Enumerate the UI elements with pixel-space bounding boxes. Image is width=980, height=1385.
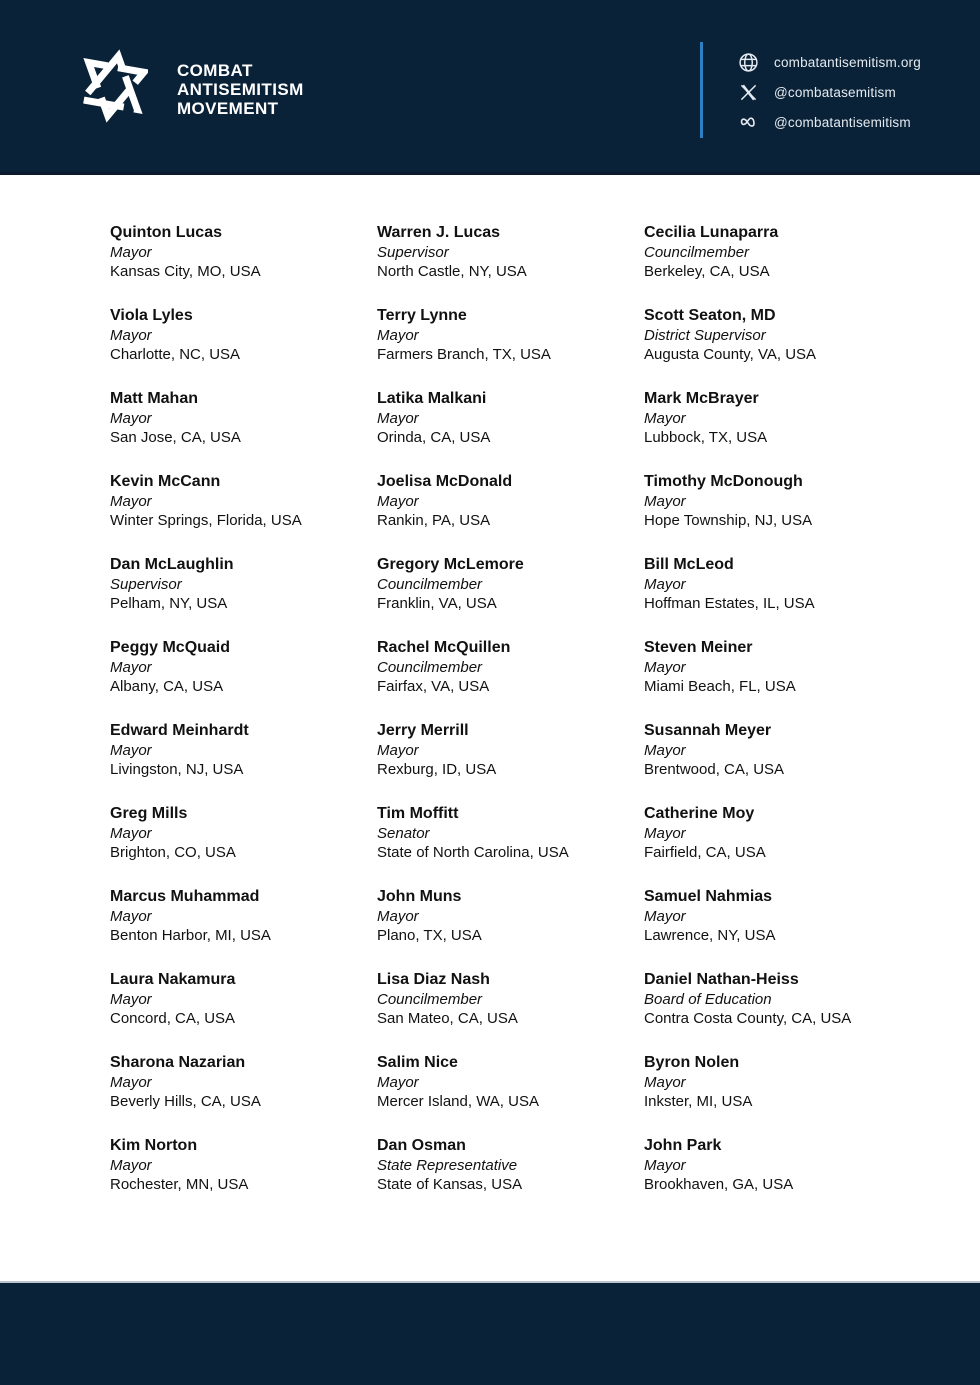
signatory-title: Mayor <box>644 908 686 925</box>
signatory-title: Councilmember <box>377 576 483 593</box>
signatory-location: Kansas City, MO, USA <box>110 263 261 280</box>
signatory-name: Steven Meiner <box>644 639 753 656</box>
signatory-location: Livingston, NJ, USA <box>110 761 244 778</box>
signatory-title: Mayor <box>377 410 419 427</box>
signatory-name: Catherine Moy <box>644 805 755 822</box>
signatory-location: State of Kansas, USA <box>377 1176 523 1193</box>
signatory-name: Lisa Diaz Nash <box>377 971 490 988</box>
signatory-title: Mayor <box>644 1074 686 1091</box>
signatory-title: Senator <box>377 825 430 842</box>
signatory-location: Mercer Island, WA, USA <box>377 1093 539 1110</box>
logo-line-3: MOVEMENT <box>177 99 279 118</box>
signatory-entry <box>644 306 911 364</box>
signatory-entry <box>110 223 377 281</box>
signatory-title: Mayor <box>110 410 152 427</box>
signatory-entry <box>110 1053 377 1111</box>
signatory-title: Mayor <box>644 576 686 593</box>
signatory-title: Mayor <box>377 1074 419 1091</box>
signatory-title: Mayor <box>110 908 152 925</box>
website-text: combatantisemitism.org <box>774 54 921 70</box>
signatory-name: Kevin McCann <box>110 473 221 490</box>
signatory-location: Contra Costa County, CA, USA <box>644 1010 852 1027</box>
signatory-title: District Supervisor <box>644 327 766 344</box>
star-of-david-icon <box>78 37 148 135</box>
signatory-name: Timothy McDonough <box>644 473 803 490</box>
meta-handle-link[interactable] <box>738 107 921 137</box>
signatory-location: State of North Carolina, USA <box>377 844 569 861</box>
signatory-name: Warren J. Lucas <box>377 224 501 241</box>
signatory-entry <box>110 887 377 945</box>
signatory-title: Mayor <box>110 1074 152 1091</box>
signatory-title: Councilmember <box>377 659 483 676</box>
signatory-name: Peggy McQuaid <box>110 639 231 656</box>
signatory-entry <box>644 804 911 862</box>
signatory-name: Gregory McLemore <box>377 556 524 573</box>
signatory-name: John Park <box>644 1137 722 1154</box>
signatory-title: Mayor <box>377 742 419 759</box>
meta-icon <box>738 112 759 133</box>
signatory-entry <box>377 970 644 1028</box>
signatory-entry <box>644 887 911 945</box>
signatory-name: Cecilia Lunaparra <box>644 224 779 241</box>
signatory-name: Latika Malkani <box>377 390 487 407</box>
signatory-name: Susannah Meyer <box>644 722 772 739</box>
x-handle-link[interactable] <box>738 77 921 107</box>
header-banner <box>0 0 980 175</box>
signatory-list <box>0 175 980 1194</box>
signatory-name: Byron Nolen <box>644 1054 740 1071</box>
signatory-location: Hope Township, NJ, USA <box>644 512 813 529</box>
signatory-location: Fairfax, VA, USA <box>377 678 490 695</box>
signatory-title: Councilmember <box>377 991 483 1008</box>
signatory-location: Berkeley, CA, USA <box>644 263 770 280</box>
signatory-entry <box>110 638 377 696</box>
signatory-title: Mayor <box>110 825 152 842</box>
signatory-location: Lubbock, TX, USA <box>644 429 768 446</box>
meta-handle-text: @combatantisemitism <box>774 114 911 130</box>
website-link[interactable] <box>738 47 921 77</box>
signatory-entry <box>110 555 377 613</box>
signatory-entry <box>644 472 911 530</box>
signatory-entry <box>110 306 377 364</box>
signatory-entry <box>377 555 644 613</box>
signatory-entry <box>110 472 377 530</box>
signatory-title: Mayor <box>377 908 419 925</box>
signatory-name: Mark McBrayer <box>644 390 759 407</box>
signatory-name: Dan McLaughlin <box>110 556 234 573</box>
signatory-name: Marcus Muhammad <box>110 888 260 905</box>
signatory-location: Franklin, VA, USA <box>377 595 497 612</box>
signatory-name: Sharona Nazarian <box>110 1054 246 1071</box>
footer-band <box>0 1281 980 1385</box>
signatory-location: Orinda, CA, USA <box>377 429 491 446</box>
signatory-entry <box>377 389 644 447</box>
signatory-title: Councilmember <box>644 244 750 261</box>
signatory-title: State Representative <box>377 1157 518 1174</box>
signatory-name: Scott Seaton, MD <box>644 307 776 324</box>
globe-icon <box>738 52 759 73</box>
signatory-name: John Muns <box>377 888 462 905</box>
signatory-location: Brookhaven, GA, USA <box>644 1176 794 1193</box>
signatory-location: Concord, CA, USA <box>110 1010 236 1027</box>
signatory-entry <box>377 223 644 281</box>
vertical-divider <box>700 42 703 138</box>
signatory-title: Mayor <box>644 742 686 759</box>
signatory-entry <box>644 1136 911 1194</box>
signatory-location: Rexburg, ID, USA <box>377 761 497 778</box>
signatory-location: Albany, CA, USA <box>110 678 224 695</box>
x-twitter-icon <box>738 82 759 103</box>
signatory-name: Salim Nice <box>377 1054 458 1071</box>
logo-line-1: COMBAT <box>177 61 253 80</box>
signatory-title: Mayor <box>644 410 686 427</box>
signatory-entry <box>377 887 644 945</box>
signatory-name: Tim Moffitt <box>377 805 459 822</box>
signatory-entry <box>377 1136 644 1194</box>
signatory-entry <box>644 638 911 696</box>
signatory-title: Mayor <box>110 244 152 261</box>
signatory-location: Fairfield, CA, USA <box>644 844 766 861</box>
signatory-title: Mayor <box>110 327 152 344</box>
signatory-name: Viola Lyles <box>110 307 193 324</box>
signatory-location: San Jose, CA, USA <box>110 429 241 446</box>
signatory-location: Lawrence, NY, USA <box>644 927 776 944</box>
signatory-title: Mayor <box>644 493 686 510</box>
logo-wordmark <box>177 61 304 118</box>
signatory-title: Mayor <box>377 493 419 510</box>
signatory-name: Rachel McQuillen <box>377 639 511 656</box>
signatory-entry <box>110 721 377 779</box>
signatory-name: Greg Mills <box>110 805 188 822</box>
signatory-entry <box>644 223 911 281</box>
signatory-title: Board of Education <box>644 991 772 1008</box>
signatory-title: Supervisor <box>377 244 449 261</box>
signatory-title: Supervisor <box>110 576 182 593</box>
signatory-location: Inkster, MI, USA <box>644 1093 753 1110</box>
signatory-entry <box>377 721 644 779</box>
signatory-location: Farmers Branch, TX, USA <box>377 346 551 363</box>
signatory-location: Brentwood, CA, USA <box>644 761 785 778</box>
signatory-grid <box>110 223 980 1194</box>
signatory-name: Jerry Merrill <box>377 722 469 739</box>
signatory-location: Hoffman Estates, IL, USA <box>644 595 815 612</box>
signatory-entry <box>644 555 911 613</box>
signatory-location: Pelham, NY, USA <box>110 595 228 612</box>
signatory-location: North Castle, NY, USA <box>377 263 527 280</box>
signatory-entry <box>110 1136 377 1194</box>
signatory-location: Plano, TX, USA <box>377 927 482 944</box>
signatory-title: Mayor <box>110 742 152 759</box>
signatory-location: Benton Harbor, MI, USA <box>110 927 271 944</box>
signatory-location: Charlotte, NC, USA <box>110 346 241 363</box>
signatory-entry <box>644 721 911 779</box>
signatory-location: Beverly Hills, CA, USA <box>110 1093 261 1110</box>
signatory-name: Daniel Nathan-Heiss <box>644 971 799 988</box>
signatory-entry <box>377 1053 644 1111</box>
signatory-name: Laura Nakamura <box>110 971 236 988</box>
signatory-entry <box>110 804 377 862</box>
signatory-name: Dan Osman <box>377 1137 466 1154</box>
signatory-location: Augusta County, VA, USA <box>644 346 817 363</box>
signatory-location: Brighton, CO, USA <box>110 844 236 861</box>
signatory-entry <box>110 389 377 447</box>
signatory-location: San Mateo, CA, USA <box>377 1010 518 1027</box>
signatory-title: Mayor <box>644 659 686 676</box>
signatory-title: Mayor <box>110 1157 152 1174</box>
logo-line-2: ANTISEMITISM <box>177 80 304 99</box>
signatory-entry <box>377 472 644 530</box>
signatory-name: Edward Meinhardt <box>110 722 249 739</box>
signatory-location: Winter Springs, Florida, USA <box>110 512 302 529</box>
signatory-name: Samuel Nahmias <box>644 888 773 905</box>
signatory-location: Rochester, MN, USA <box>110 1176 249 1193</box>
signatory-name: Quinton Lucas <box>110 224 222 241</box>
signatory-entry <box>377 804 644 862</box>
signatory-entry <box>644 389 911 447</box>
contact-list <box>738 47 921 137</box>
signatory-entry <box>644 1053 911 1111</box>
signatory-name: Kim Norton <box>110 1137 198 1154</box>
signatory-title: Mayor <box>644 825 686 842</box>
signatory-title: Mayor <box>644 1157 686 1174</box>
signatory-entry <box>644 970 911 1028</box>
signatory-title: Mayor <box>110 659 152 676</box>
signatory-entry <box>377 638 644 696</box>
signatory-name: Bill McLeod <box>644 556 734 573</box>
signatory-title: Mayor <box>110 991 152 1008</box>
signatory-title: Mayor <box>377 327 419 344</box>
signatory-name: Joelisa McDonald <box>377 473 513 490</box>
signatory-name: Terry Lynne <box>377 307 467 324</box>
signatory-location: Miami Beach, FL, USA <box>644 678 796 695</box>
signatory-name: Matt Mahan <box>110 390 198 407</box>
x-handle-text: @combatasemitism <box>774 84 896 100</box>
signatory-title: Mayor <box>110 493 152 510</box>
signatory-entry <box>110 970 377 1028</box>
signatory-entry <box>377 306 644 364</box>
signatory-location: Rankin, PA, USA <box>377 512 491 529</box>
